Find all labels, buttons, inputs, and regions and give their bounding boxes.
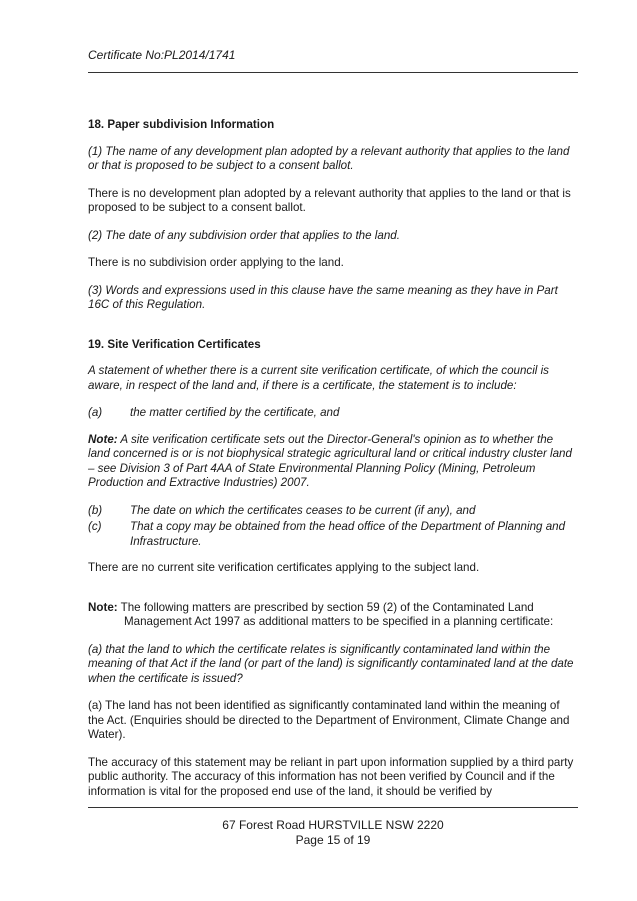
s19-item-c-text: That a copy may be obtained from the head office of the Department of Planning and Infrastructure. bbox=[130, 520, 566, 548]
footer-address: 67 Forest Road HURSTVILLE NSW 2220 bbox=[222, 818, 444, 832]
s18-question-3: (3) Words and expressions used in this clause have the same meaning as they have in Part 16C of this Regulation. bbox=[88, 283, 558, 311]
s19-item-b-text: The date on which the certificates ceases to be current (if any), and bbox=[130, 503, 476, 517]
s18-question-2: (2) The date of any subdivision order that applies to the land. bbox=[88, 228, 400, 242]
contamination-note-text: The following matters are prescribed by section 59 (2) of the Contaminated Land Management Act 1997 as additional matters to be specified in a planning certificate: bbox=[117, 600, 554, 628]
s19-answer: There are no current site verification certificates applying to the subject land. bbox=[88, 561, 480, 574]
section-19-heading: 19. Site Verification Certificates bbox=[88, 337, 261, 351]
footer-rule bbox=[88, 807, 578, 808]
contamination-note-label: Note: bbox=[88, 600, 118, 614]
s19-item-a-text: the matter certified by the certificate, and bbox=[130, 406, 340, 419]
s19-item-c-label: (c) bbox=[88, 520, 102, 533]
s18-answer-2: There is no subdivision order applying to the land. bbox=[88, 256, 344, 269]
s19-item-b bbox=[88, 504, 574, 519]
contamination-question-a: (a) that the land to which the certificate relates is significantly contaminated land within the meaning of that Act if the land (or part of the land) is significantly contaminated land at the date when the certificate is issued? bbox=[88, 642, 574, 685]
s18-question-1: (1) The name of any development plan adopted by a relevant authority that applies to the land or that is proposed to be subject to a consent ballot. bbox=[88, 144, 570, 172]
s19-note-label: Note: bbox=[88, 432, 118, 446]
s19-intro: A statement of whether there is a current site verification certificate, of which the council is aware, in respect of the land and, if there is a certificate, the statement is to include: bbox=[88, 364, 549, 392]
page-number: Page 15 of 19 bbox=[295, 833, 371, 847]
accuracy-statement: The accuracy of this statement may be reliant in part upon information supplied by a third party public authority. The accuracy of this information has not been verified by Council and if the information is vital for the proposed end use of the land, it should be verified by bbox=[88, 755, 574, 798]
header-rule bbox=[88, 72, 578, 73]
s19-note-text: A site verification certificate sets out the Director-General's opinion as to whether the land concerned is or is not biophysical strategic agricultural land or critical industry cluster land – see Division 3 of Part 4AA of State Environmental Planning Policy (Mining, Petroleum Production and Extractive Industries) 2007. bbox=[88, 432, 572, 489]
s19-note bbox=[88, 433, 574, 491]
section-18-heading: 18. Paper subdivision Information bbox=[88, 118, 275, 131]
s19-item-b-label: (b) bbox=[88, 503, 103, 517]
s18-answer-1: There is no development plan adopted by a relevant authority that applies to the land or that is proposed to be subject to a consent ballot. bbox=[88, 186, 571, 214]
certificate-number: Certificate No:PL2014/1741 bbox=[88, 48, 236, 62]
s19-item-a bbox=[88, 406, 574, 421]
contamination-note bbox=[88, 601, 574, 630]
contamination-answer-a: (a) The land has not been identified as significantly contaminated land within the meaning of the Act. (Enquiries should be directed to the Department of Environment, Climate Change and Water). bbox=[88, 699, 570, 741]
page-footer bbox=[88, 818, 578, 848]
page-content bbox=[88, 118, 574, 812]
s19-item-a-label: (a) bbox=[88, 406, 103, 419]
s19-item-c bbox=[88, 520, 574, 549]
